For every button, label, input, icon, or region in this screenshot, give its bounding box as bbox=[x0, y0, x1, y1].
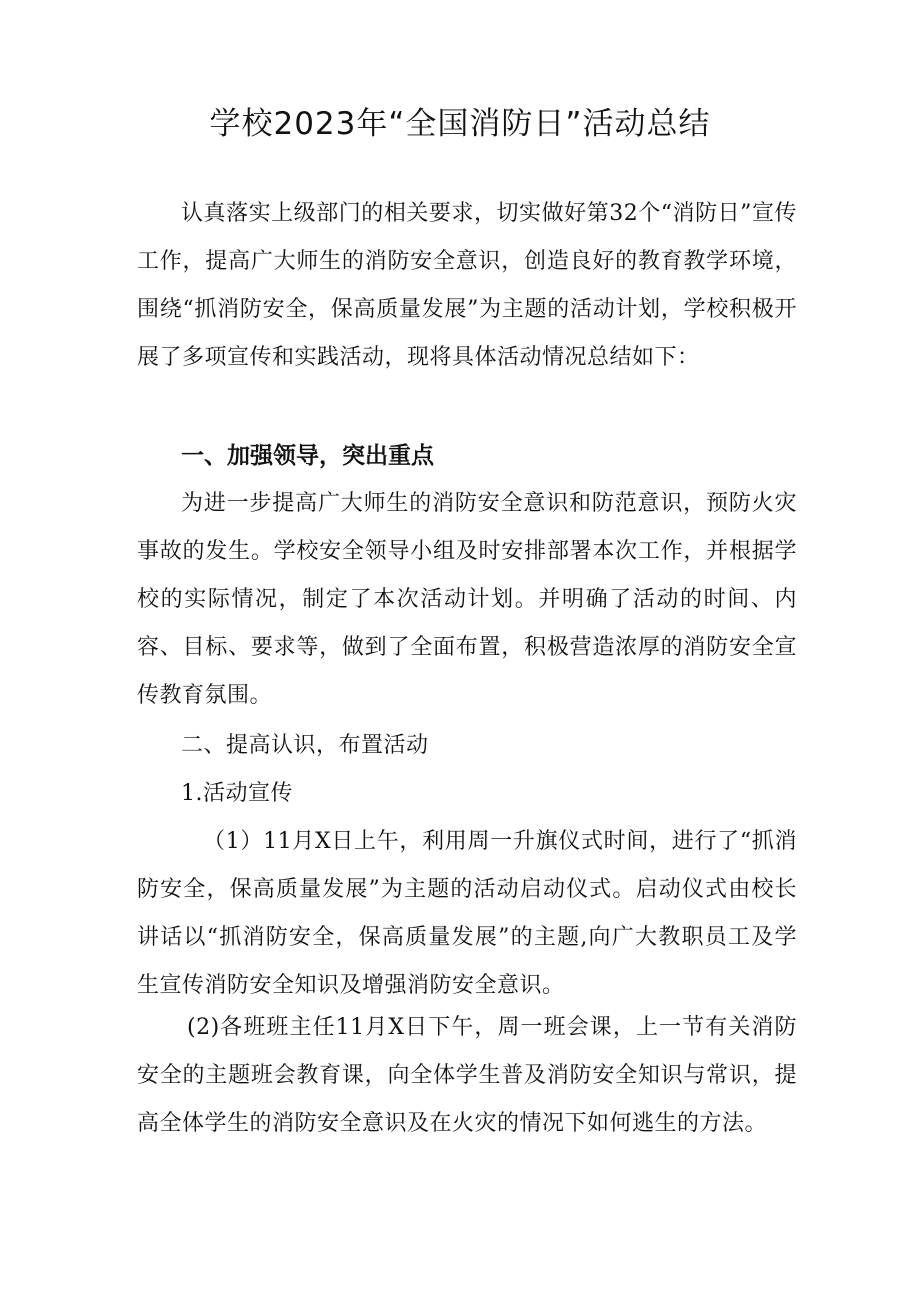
section-1-heading: 一、加强领导，突出重点 bbox=[181, 443, 434, 469]
activity-item-2: (2)各班班主任11月X日下午，周一班会课，上一节有关消防安全的主题班会教育课，向全体学生普及消防安全知识与常识，提高全体学生的消防安全意识及在火灾的情况下如何逃生的方法。 bbox=[137, 1015, 797, 1136]
activity-item-1: （1）11月X日上午，利用周一升旗仪式时间，进行了“抓消防安全，保高质量发展”为主题的活动启动仪式。启动仪式由校长讲话以“抓消防安全，保高质量发展”的主题,向广大教职员工及学生宣传消防安全知识及增强消防安全意识。 bbox=[137, 829, 797, 998]
intro-paragraph: 认真落实上级部门的相关要求，切实做好第32个“消防日”宣传工作，提高广大师生的消防安全意识，创造良好的教育教学环境，围绕“抓消防安全，保高质量发展”为主题的活动计划，学校积极开展了多项宣传和实践活动，现将具体活动情况总结如下： bbox=[137, 201, 797, 370]
document-title: 学校2023年“全国消防日”活动总结 bbox=[209, 106, 711, 142]
section-1-paragraph: 为进一步提高广大师生的消防安全意识和防范意识，预防火灾事故的发生。学校安全领导小组及时安排部署本次工作，并根据学校的实际情况，制定了本次活动计划。并明确了活动的时间、内容、目标、要求等，做到了全面布置，积极营造浓厚的消防安全宣传教育氛围。 bbox=[137, 491, 797, 708]
section-2-heading: 二、提高认识，布置活动 bbox=[181, 733, 429, 758]
subsection-heading: 1.活动宣传 bbox=[181, 781, 293, 806]
